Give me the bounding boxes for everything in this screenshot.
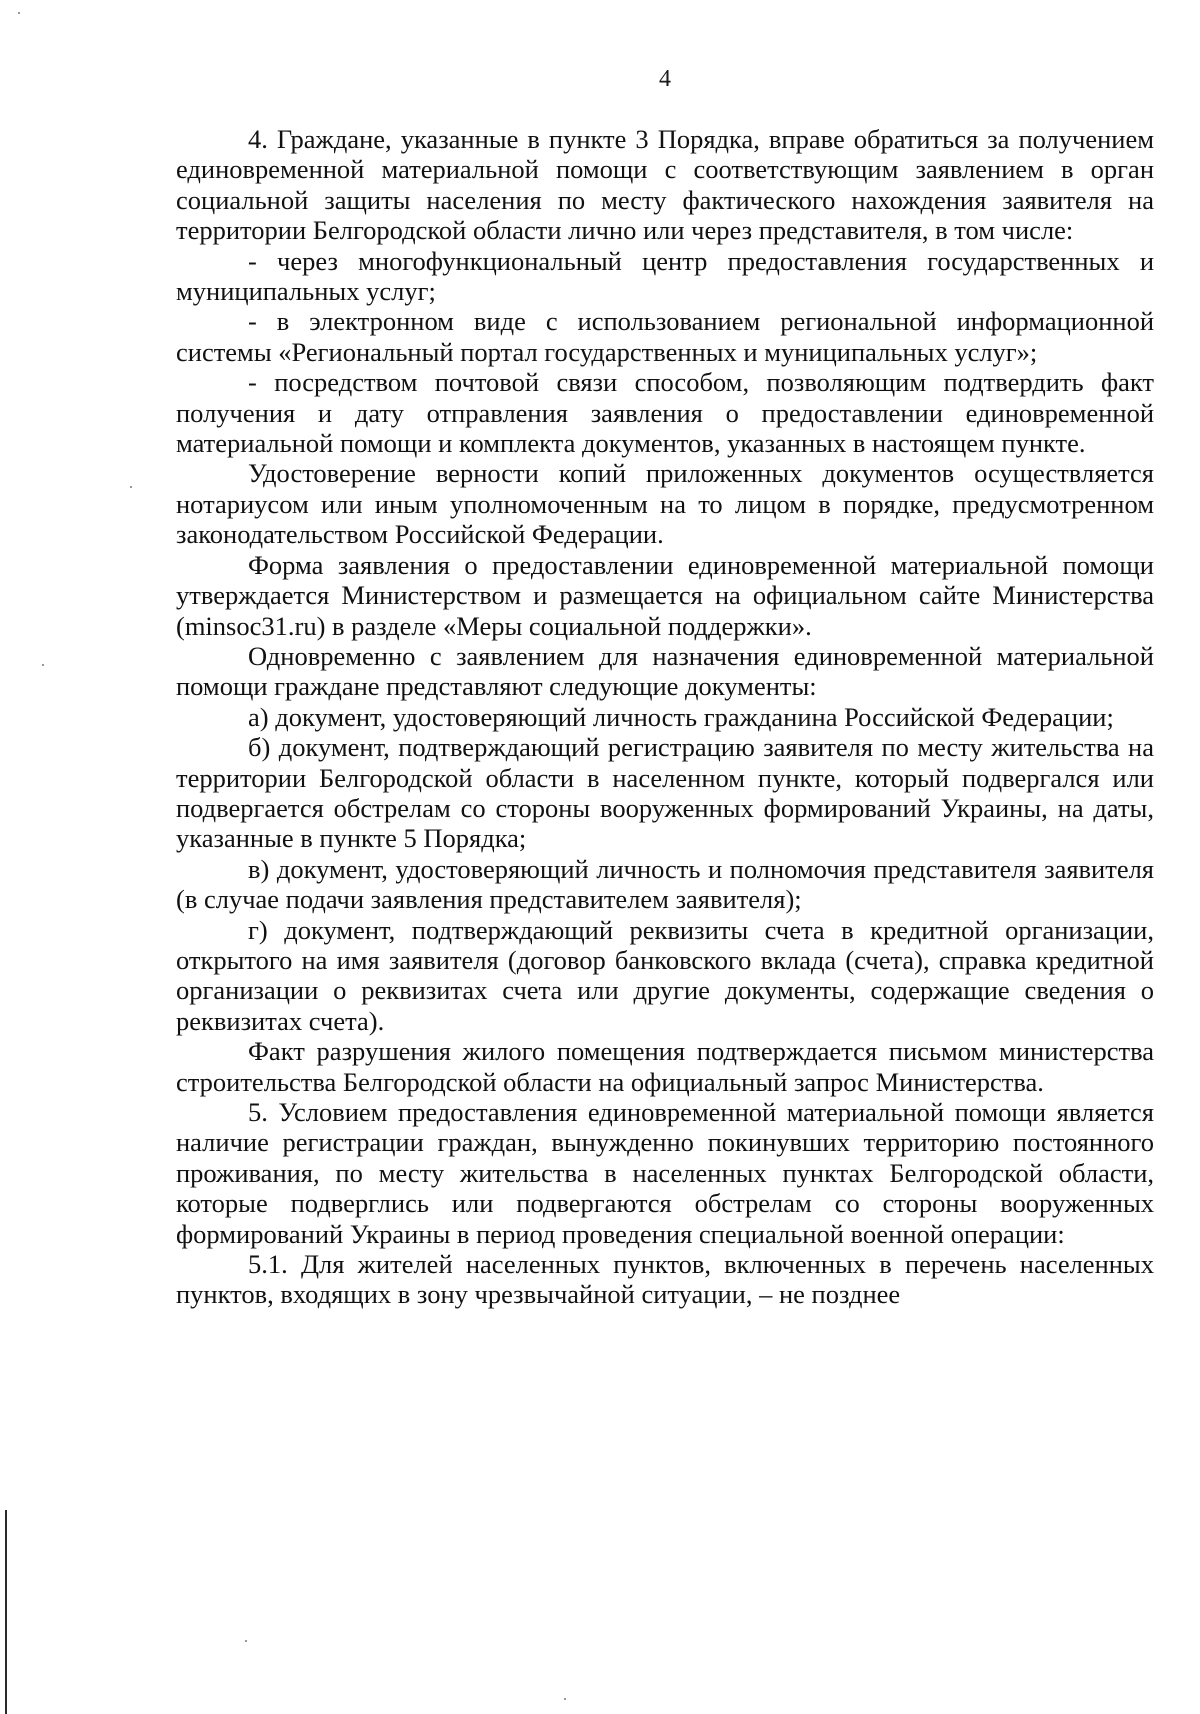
- paragraph-notary: Удостоверение верности копий приложенных документов осуществляется нотариусом или иным уполномоченным на то лицом в порядке, предусмотренном законодательством Российской Федерации.: [176, 458, 1154, 550]
- paragraph-item-a: а) документ, удостоверяющий личность гражданина Российской Федерации;: [248, 701, 1114, 732]
- paragraph-item-v: в) документ, удостоверяющий личность и полномочия представителя заявителя (в случае подачи заявления представителем заявителя);: [176, 853, 1154, 915]
- paragraph-electronic: - в электронном виде с использованием региональной информационной системы «Региональный портал государственных и муниципальных услуг»;: [176, 306, 1154, 367]
- document-body: [176, 124, 1154, 1310]
- scan-speck: [18, 12, 20, 14]
- paragraph-post: - посредством почтовой связи способом, позволяющим подтвердить факт получения и дату отправления заявления о предоставлении единовременной материальной помощи и комплекта документов, указанных в настоящем пункте.: [176, 367, 1154, 459]
- paragraph-5-1: 5.1. Для жителей населенных пунктов, включенных в перечень населенных пунктов, входящих в зону чрезвычайной ситуации, – не позднее: [176, 1249, 1154, 1310]
- paragraph-4: 4. Граждане, указанные в пункте 3 Порядка, вправе обратиться за получением единовременной материальной помощи с соответствующим заявлением в орган социальной защиты населения по месту фактического нахождения заявителя на территории Белгородской области лично или через представителя, в том числе:: [176, 124, 1154, 246]
- scan-speck: [564, 1698, 566, 1700]
- page-number: 4: [659, 66, 671, 92]
- scan-edge-mark: [5, 1510, 7, 1714]
- scan-speck: [42, 664, 44, 666]
- paragraph-mfc: - через многофункциональный центр предоставления государственных и муниципальных услуг;: [176, 245, 1154, 307]
- paragraph-item-b: б) документ, подтверждающий регистрацию заявителя по месту жительства на территории Белгородской области в населенном пункте, который подвергался или подвергается обстрелам со стороны вооруженных формирований Украины, на даты, указанные в пункте 5 Порядка;: [176, 732, 1154, 854]
- paragraph-5: 5. Условием предоставления единовременной материальной помощи является наличие регистрации граждан, вынужденно покинувших территорию постоянного проживания, по месту жительства в населенных пунктах Белгородской области, которые подверглись или подвергаются обстрелам со стороны вооруженных формирований Украины в период проведения специальной военной операции:: [176, 1097, 1154, 1249]
- paragraph-form: Форма заявления о предоставлении единовременной материальной помощи утверждается Министерством и размещается на официальном сайте Министерства (minsoc31.ru) в разделе «Меры социальной поддержки».: [176, 549, 1154, 641]
- paragraph-documents-intro: Одновременно с заявлением для назначения единовременной материальной помощи граждане представляют следующие документы:: [176, 640, 1154, 702]
- paragraph-destruction: Факт разрушения жилого помещения подтверждается письмом министерства строительства Белгородской области на официальный запрос Министерства.: [176, 1036, 1154, 1097]
- scan-speck: [130, 486, 132, 488]
- paragraph-item-g: г) документ, подтверждающий реквизиты счета в кредитной организации, открытого на имя заявителя (договор банковского вклада (счета), справка кредитной организации о реквизитах счета или другие документы, содержащие сведения о реквизитах счета).: [176, 914, 1154, 1036]
- scan-speck: [245, 1640, 247, 1642]
